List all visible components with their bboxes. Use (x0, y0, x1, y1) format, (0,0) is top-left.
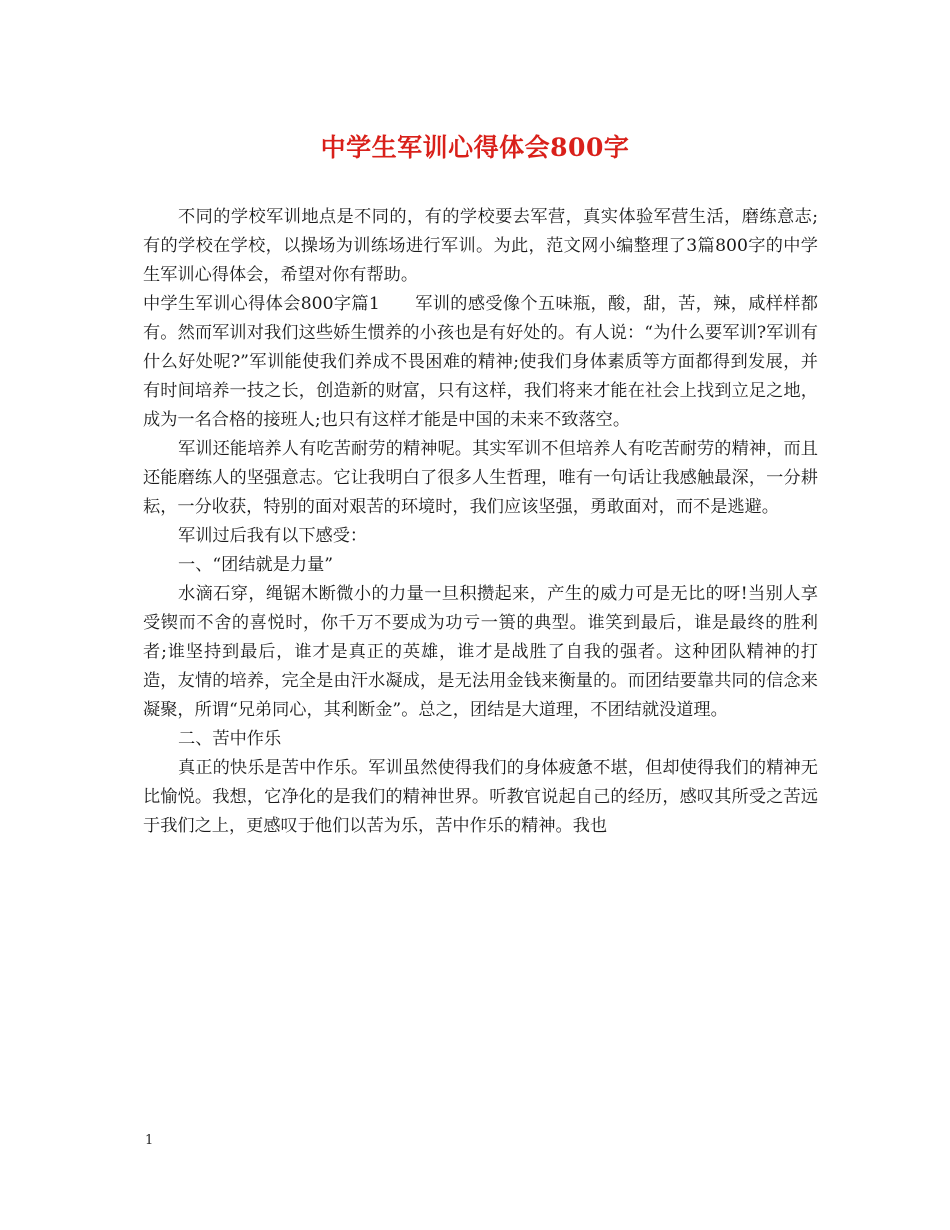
paragraph-intro: 不同的学校军训地点是不同的，有的学校要去军营，真实体验军营生活，磨练意志;有的学校在学校，以操场为训练场进行军训。为此，范文网小编整理了3篇800字的中学生军训心得体会，希望对你有帮助。 (143, 207, 818, 285)
section-heading-unity: 一、“团结就是力量” (178, 555, 334, 575)
paragraph-article-1-start: 中学生军训心得体会800字篇1 军训的感受像个五味瓶，酸，甜，苦，辣，咸样样都有。然而军训对我们这些娇生惯养的小孩也是有好处的。有人说：“为什么要军训?军训有什么好处呢?”军训能使我们养成不畏困难的精神;使我们身体素质等方面都得到发展，并有时间培养一技之长，创造新的财富，只有这样，我们将来才能在社会上找到立足之地，成为一名合格的接班人;也只有这样才能是中国的未来不致落空。 (143, 294, 818, 430)
section-heading-joy-in-hardship: 二、苦中作乐 (178, 729, 282, 749)
paragraph-feelings-intro: 军训过后我有以下感受： (178, 526, 368, 546)
paragraph-endurance: 军训还能培养人有吃苦耐劳的精神呢。其实军训不但培养人有吃苦耐劳的精神，而且还能磨练人的坚强意志。它让我明白了很多人生哲理，唯有一句话让我感触最深，一分耕耘，一分收获，特别的面对艰苦的环境时，我们应该坚强，勇敢面对，而不是逃避。 (143, 439, 818, 517)
document-title: 中学生军训心得体会800字 (320, 133, 630, 162)
document-body (143, 203, 818, 841)
page-number: 1 (145, 1133, 154, 1148)
paragraph-unity: 水滴石穿，绳锯木断微小的力量一旦积攒起来，产生的威力可是无比的呀!当别人享受锲而不舍的喜悦时，你千万不要成为功亏一篑的典型。谁笑到最后，谁是最终的胜利者;谁坚持到最后，谁才是真正的英雄，谁才是战胜了自我的强者。这种团队精神的打造，友情的培养，完全是由汗水凝成，是无法用金钱来衡量的。而团结要靠共同的信念来凝聚，所谓“兄弟同心，其利断金”。总之，团结是大道理，不团结就没道理。 (143, 584, 818, 720)
paragraph-joy-in-hardship: 真正的快乐是苦中作乐。军训虽然使得我们的身体疲惫不堪，但却使得我们的精神无比愉悦。我想，它净化的是我们的精神世界。听教官说起自己的经历，感叹其所受之苦远于我们之上，更感叹于他们以苦为乐，苦中作乐的精神。我也 (143, 758, 818, 836)
